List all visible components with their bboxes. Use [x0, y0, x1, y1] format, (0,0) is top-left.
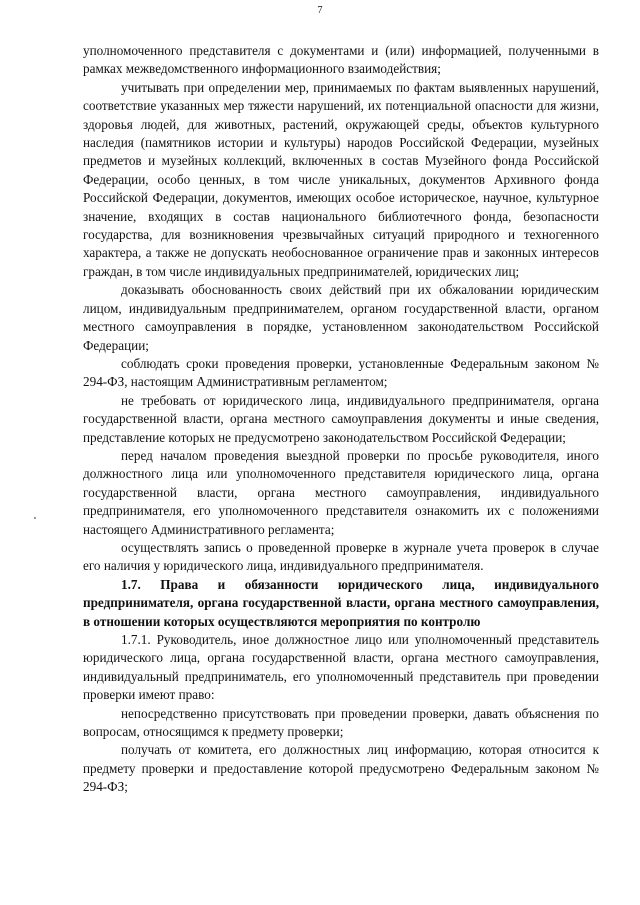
paragraph-no-extra-documents: не требовать от юридического лица, индивидуального предпринимателя, органа государственной власти, органа местного самоуправления документы и иные сведения, представление которых не предусмотрено законодательством Российской Федерации; — [83, 392, 599, 445]
paragraph-receive-information: получать от комитета, его должностных лиц информацию, которая относится к предмету проверки и предоставление которой предусмотрено Федеральным законом № 294-ФЗ; — [83, 742, 599, 795]
paragraph-measures: учитывать при определении мер, принимаемых по фактам выявленных нарушений, соответствие указанных мер тяжести нарушений, их потенциальной опасности для жизни, здоровья людей, для животных, растений, окружающей среды, объектов культурного наследия (памятников истории и культуры) народов Российской Федерации, музейных предметов и музейных коллекций, включенных в состав Музейного фонда Российской Федерации, особо ценных, в том числе уникальных, документов Архивного фонда Российской Федерации, документов, имеющих особое историческое, научное, культурное значение, входящих в состав национального библиотечного фонда, безопасности государства, для возникновения чрезвычайных ситуаций природного и техногенного характера, а также не допускать необоснованное ограничение прав и законных интересов граждан, в том числе индивидуальных предпринимателей, юридических лиц; — [83, 79, 599, 279]
scan-speck — [34, 517, 36, 519]
page-number: 7 — [317, 5, 323, 16]
document-body — [83, 42, 599, 797]
section-heading-1-7: 1.7. Права и обязанности юридического лица, индивидуального предпринимателя, органа государственной власти, органа местного самоуправления, в отношении которых осуществляются мероприятия по контролю — [83, 576, 599, 629]
paragraph-continuation: уполномоченного представителя с документами и (или) информацией, полученными в рамках межведомственного информационного взаимодействия; — [83, 43, 599, 77]
paragraph-1-7-1: 1.7.1. Руководитель, иное должностное лицо или уполномоченный представитель юридического лица, органа государственной власти, органа местного самоуправления, индивидуальный предприниматель, его уполномоченный представитель при проведении проверки имеют право: — [83, 632, 599, 703]
paragraph-be-present: непосредственно присутствовать при проведении проверки, давать объяснения по вопросам, относящимся к предмету проверки; — [83, 705, 599, 740]
paragraph-deadlines: соблюдать сроки проведения проверки, установленные Федеральным законом № 294-ФЗ, настоящим Административным регламентом; — [83, 355, 599, 390]
paragraph-justify-actions: доказывать обоснованность своих действий при их обжаловании юридическим лицом, индивидуальным предпринимателем, органом государственной власти, органом местного самоуправления в порядке, установленном законодательством Российской Федерации; — [83, 282, 599, 353]
paragraph-journal-record: осуществлять запись о проведенной проверке в журнале учета проверок в случае его наличия у юридического лица, индивидуального предпринимателя. — [83, 539, 599, 574]
paragraph-familiarize: перед началом проведения выездной проверки по просьбе руководителя, иного должностного лица или уполномоченного представителя юридического лица, органа государственной власти, органа местного самоуправления, индивидуального предпринимателя, его уполномоченного представителя ознакомить их с положениями настоящего Административного регламента; — [83, 447, 599, 537]
